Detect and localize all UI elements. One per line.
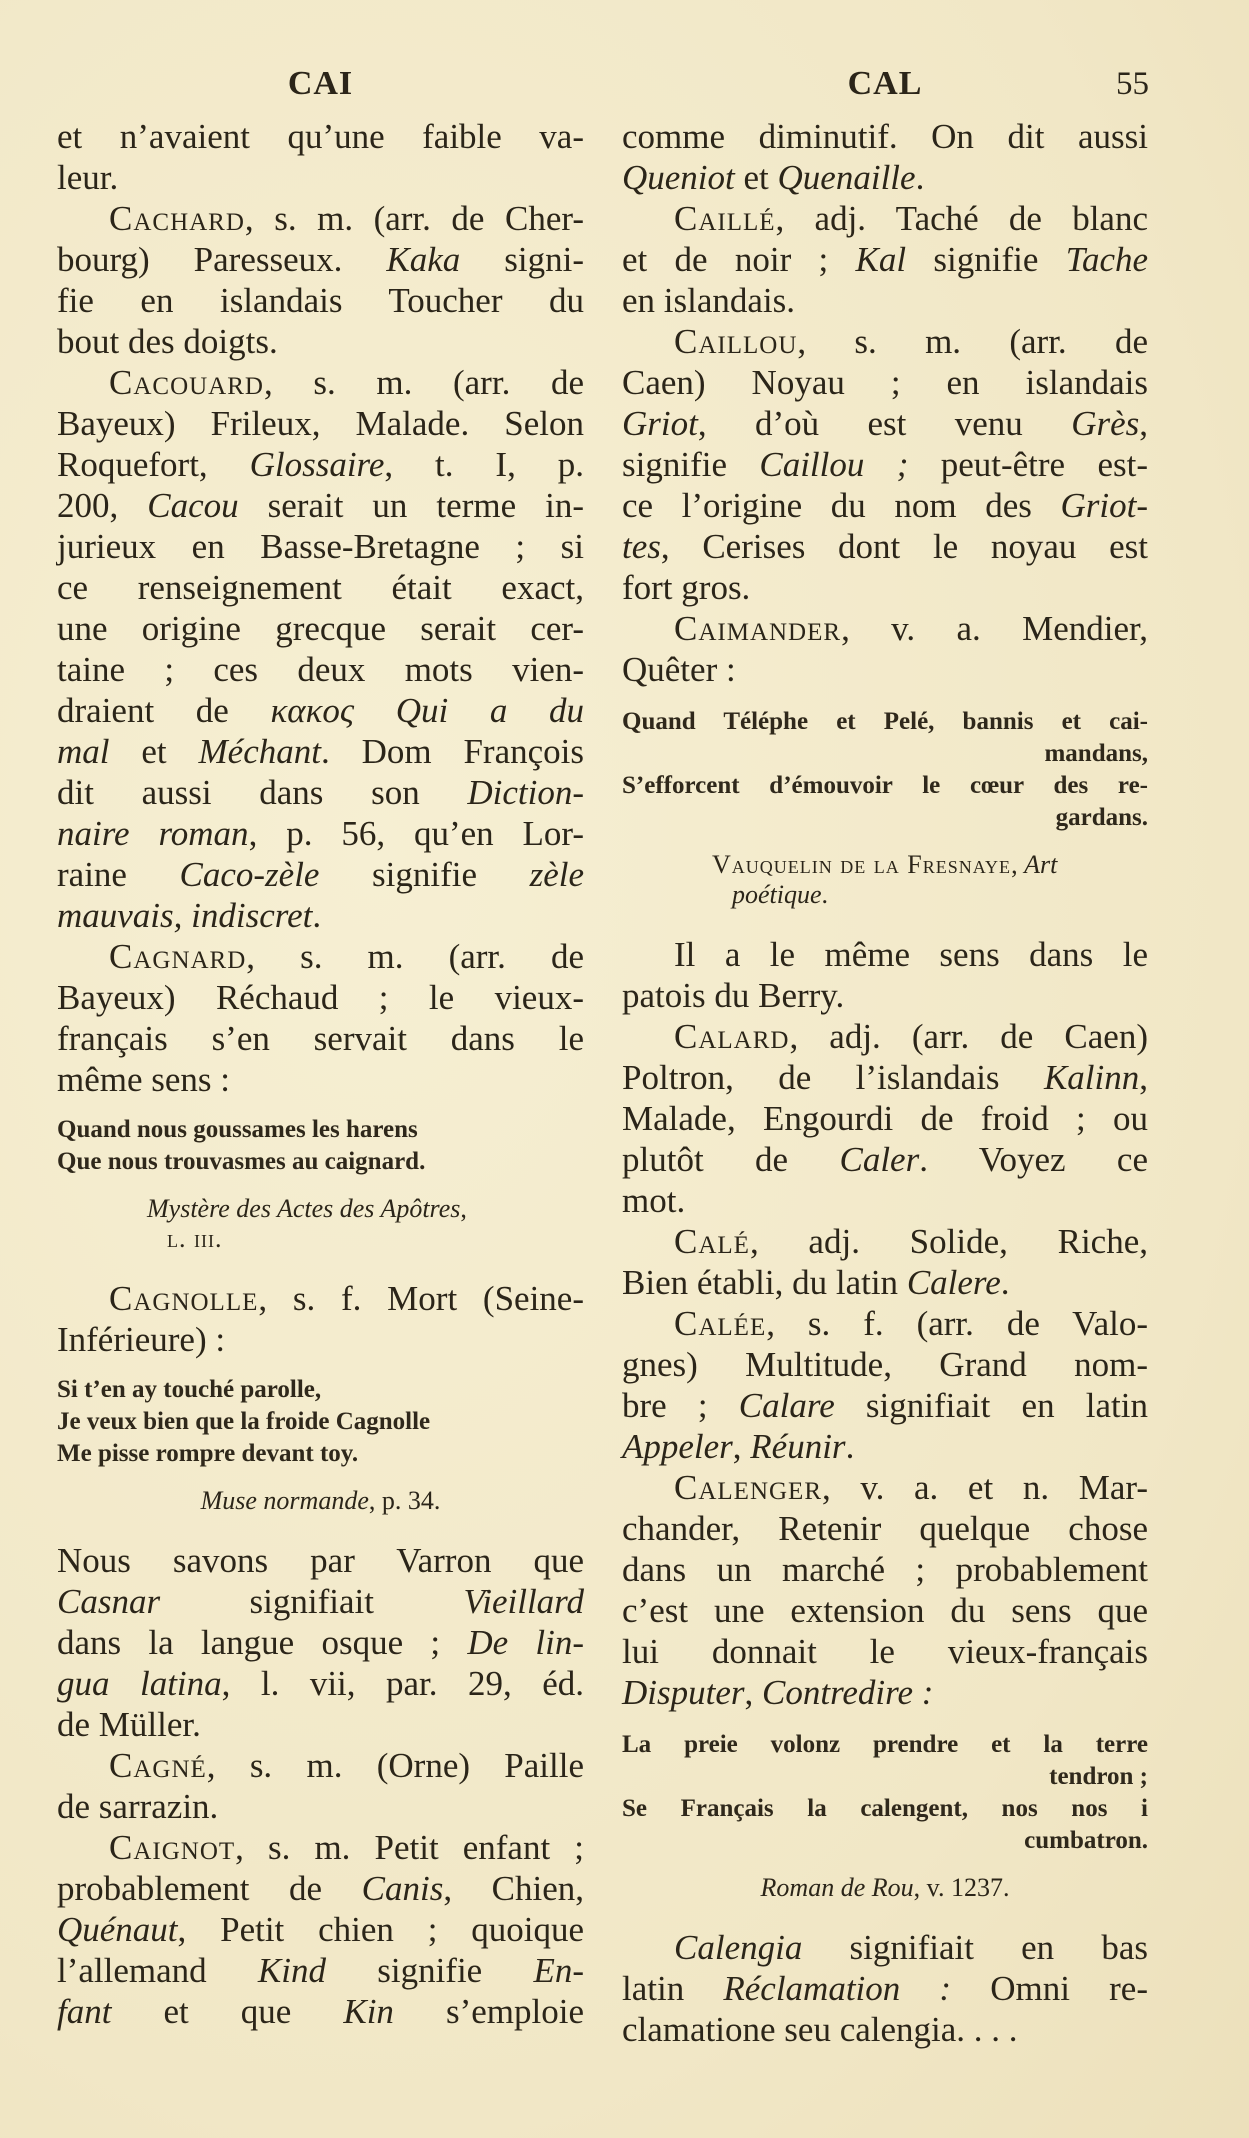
paragraph-end-line [622, 1426, 1148, 1467]
headword: l. iii. [167, 1224, 223, 1253]
text-line [57, 403, 584, 444]
headword: Caimander [674, 609, 842, 648]
text: plutôt de [622, 1140, 840, 1179]
text-line [57, 1868, 584, 1909]
text: en islandais. [622, 281, 796, 320]
text: S’efforcent d’émouvoir le cœur des re- [622, 772, 1148, 799]
italic-text: Kind [257, 1951, 326, 1990]
text: cumbatron. [1024, 1827, 1148, 1854]
text: français s’en servait dans le [57, 1019, 584, 1058]
text: et n’avaient qu’une faible va- [57, 117, 584, 156]
text-line [622, 1968, 1148, 2009]
text: 200, [57, 486, 148, 525]
text: signi- [460, 240, 584, 279]
text-line [622, 1631, 1148, 1672]
text: jurieux en Basse-Bretagne ; si [57, 527, 584, 566]
text: Bien établi, du latin [622, 1263, 907, 1302]
italic-text: Méchant [198, 732, 321, 771]
italic-text: Canis [361, 1869, 444, 1908]
entry-line [622, 1303, 1148, 1344]
paragraph-end-line [57, 895, 584, 936]
text: , s. m. (arr. de [263, 363, 584, 402]
text: signifiait en latin [834, 1386, 1148, 1425]
text: mandans, [1044, 740, 1148, 767]
paragraph-end-line [622, 1262, 1148, 1303]
italic-text: Caillou ; [759, 445, 909, 484]
text: ce renseignement était exact, [57, 568, 584, 607]
text: Quand nous goussames les harens [57, 1116, 418, 1143]
italic-text: Grès [1071, 404, 1140, 443]
paragraph-end-line [622, 1672, 1148, 1713]
text: mot. [622, 1181, 686, 1220]
text: c’est une extension du sens que [622, 1591, 1148, 1630]
text: leur. [57, 158, 119, 197]
text-line [57, 280, 584, 321]
text: , l. vii, par. 29, éd. [221, 1664, 584, 1703]
left-column [57, 116, 584, 2032]
entry-line [622, 1221, 1148, 1262]
text: une origine grecque serait cer- [57, 609, 584, 648]
text: , s. m. (Orne) Paille [206, 1746, 584, 1785]
text-line [57, 608, 584, 649]
italic-text: De lin- [467, 1623, 584, 1662]
text: Que nous trouvasmes au caignard. [57, 1148, 426, 1175]
text: taine ; ces deux mots vien- [57, 650, 584, 689]
italic-text: Kal [855, 240, 907, 279]
text-line [622, 362, 1148, 403]
entry-line [622, 1927, 1148, 1968]
italic-text: Art [1024, 850, 1058, 879]
text: Nous savons par Varron que [57, 1541, 584, 1580]
paragraph-end-line [57, 157, 584, 198]
quote-continuation-line [622, 802, 1148, 834]
text: et de noir ; [622, 240, 856, 279]
text: , s. f. Mort (Seine- [258, 1279, 584, 1318]
italic-text: Réunir [750, 1427, 846, 1466]
entry-line [622, 1467, 1148, 1508]
text: signifie [622, 445, 760, 484]
text: même sens : [57, 1060, 231, 1099]
text: , Chien, [443, 1869, 585, 1908]
text: . Dom François [320, 732, 584, 771]
text: raine [57, 855, 180, 894]
text-line [57, 1622, 584, 1663]
quote-line [57, 1114, 584, 1146]
text-line [57, 239, 584, 280]
italic-text: Appeler [622, 1427, 733, 1466]
text-line [622, 116, 1148, 157]
paragraph-end-line [622, 2009, 1148, 2050]
entry-line [622, 321, 1148, 362]
text-line [622, 1139, 1148, 1180]
running-head-left: CAI [287, 65, 354, 102]
text: Je veux bien que la froide Cagnolle [57, 1408, 431, 1435]
text-line [622, 1590, 1148, 1631]
paragraph-end-line [622, 157, 1148, 198]
text-line [57, 977, 584, 1018]
text: Si t’en ay touché parolle, [57, 1376, 322, 1403]
italic-text: zèle [529, 855, 584, 894]
text: , adj. Taché de blanc [775, 199, 1148, 238]
text-line [57, 854, 584, 895]
quote-line [57, 1374, 584, 1406]
text: , t. I, p. [384, 445, 584, 484]
headword: Cachard [109, 199, 245, 238]
text: et que [111, 1992, 344, 2031]
entry-line [57, 1827, 584, 1868]
citation-line [622, 880, 1148, 910]
italic-text: Caco-zèle [179, 855, 320, 894]
text: , Petit chien ; quoique [177, 1910, 584, 1949]
quote-line [57, 1146, 584, 1178]
entry-line [622, 608, 1148, 649]
quote-line [622, 770, 1148, 802]
text-line [57, 444, 584, 485]
entry-line [622, 198, 1148, 239]
text-line [57, 649, 584, 690]
text: lui donnait le vieux-français [622, 1632, 1148, 1671]
text-line [57, 1909, 584, 1950]
paragraph-end-line [57, 1704, 584, 1745]
headword: Cagnard [109, 937, 247, 976]
text: , [460, 1194, 467, 1223]
quote-line [622, 706, 1148, 738]
text: , s. f. (arr. de Valo- [766, 1304, 1148, 1343]
quote-line [622, 1729, 1148, 1761]
text: dans un marché ; probablement [622, 1550, 1148, 1589]
entry-line [57, 362, 584, 403]
text: Se Français la calengent, nos nos i [622, 1795, 1148, 1822]
text: chander, Retenir quelque chose [622, 1509, 1148, 1548]
text-line [622, 403, 1148, 444]
text: comme diminutif. On dit aussi [622, 117, 1148, 156]
headword: Cacouard [109, 363, 264, 402]
text: patois du Berry. [622, 976, 845, 1015]
text: ce l’origine du nom des [622, 486, 1061, 525]
headword: Calé [674, 1222, 750, 1261]
italic-text: Contredire : [762, 1673, 934, 1712]
italic-text: Calare [738, 1386, 835, 1425]
citation-line [622, 1873, 1148, 1903]
text-line [622, 485, 1148, 526]
text-line [57, 1950, 584, 1991]
italic-text: Calere [906, 1263, 1001, 1302]
paragraph-end-line [622, 280, 1148, 321]
text: La preie volonz prendre et la terre [622, 1731, 1148, 1758]
text: bre ; [622, 1386, 739, 1425]
text: fie en islandais Toucher du [57, 281, 584, 320]
text: dit aussi dans son [57, 773, 468, 812]
italic-text: Quénaut [57, 1910, 178, 1949]
italic-text: Vieillard [463, 1582, 584, 1621]
text: et [734, 158, 778, 197]
citation-line [57, 1194, 584, 1224]
right-column [622, 116, 1148, 2050]
text-line [622, 526, 1148, 567]
italic-text: Tache [1065, 240, 1149, 279]
text: signifie [319, 855, 530, 894]
quote-line [57, 1438, 584, 1470]
text-line [57, 731, 584, 772]
text-line [622, 1344, 1148, 1385]
italic-text: mauvais, indiscret [57, 896, 313, 935]
text: de Müller. [57, 1705, 201, 1744]
citation-line [57, 1486, 584, 1516]
text-line [622, 1549, 1148, 1590]
italic-text: Kalinn [1043, 1058, 1140, 1097]
paragraph-end-line [622, 567, 1148, 608]
italic-text: Quenaille [777, 158, 916, 197]
text-line [57, 485, 584, 526]
italic-text: Griot- [1060, 486, 1148, 525]
text-line [57, 526, 584, 567]
text-line [57, 116, 584, 157]
italic-text: tes [622, 527, 661, 566]
text-line [622, 1385, 1148, 1426]
page-number: 55 [1116, 66, 1149, 102]
text-line [57, 772, 584, 813]
text: signifie [906, 240, 1066, 279]
entry-line [57, 1278, 584, 1319]
italic-text: Diction- [467, 773, 584, 812]
quote-continuation-line [622, 1761, 1148, 1793]
italic-text: mal [57, 732, 110, 771]
text: , p. 34. [368, 1486, 441, 1515]
text: Omni re- [951, 1969, 1148, 2008]
text: draient de [57, 691, 271, 730]
text: bout des doigts. [57, 322, 278, 361]
paragraph-end-line [622, 649, 1148, 690]
text: , [1011, 850, 1025, 879]
text: peut-être est- [908, 445, 1148, 484]
italic-text: En- [533, 1951, 585, 1990]
entry-line [622, 934, 1148, 975]
text: . [915, 158, 925, 197]
text: gardans. [1055, 804, 1148, 831]
text-line [622, 1057, 1148, 1098]
text: , s. m. (arr. de Cher- [244, 199, 584, 238]
italic-text: Mystère des Actes des Apôtres [147, 1194, 461, 1223]
italic-text: Kin [343, 1992, 394, 2031]
text-line [622, 1098, 1148, 1139]
text: , d’où est venu [697, 404, 1072, 443]
italic-text: poétique [732, 880, 822, 909]
text: Quêter : [622, 650, 736, 689]
quote-continuation-line [622, 1825, 1148, 1857]
headword: Calée [674, 1304, 767, 1343]
citation-line [57, 1224, 584, 1254]
text: , v. a. et n. Mar- [822, 1468, 1148, 1507]
text: l’allemand [57, 1951, 258, 1990]
headword: Caillé [674, 199, 776, 238]
headword: Cagnolle [109, 1279, 259, 1318]
text: de sarrazin. [57, 1787, 219, 1826]
paragraph-end-line [57, 1059, 584, 1100]
paragraph-end-line [57, 1319, 584, 1360]
text: , s. m. (arr. de [246, 937, 584, 976]
quote-line [622, 1793, 1148, 1825]
italic-text: Casnar [57, 1582, 161, 1621]
text: serait un terme in- [238, 486, 584, 525]
text: , v. a. Mendier, [841, 609, 1148, 648]
headword: Vauquelin de la Fresnaye [712, 850, 1012, 879]
text: . [1000, 1263, 1010, 1302]
text: gnes) Multitude, Grand nom- [622, 1345, 1148, 1384]
text: clamatione seu calengia. . . . [622, 2010, 1018, 2049]
text-line [57, 567, 584, 608]
text: Malade, Engourdi de froid ; ou [622, 1099, 1148, 1138]
italic-text: Disputer [622, 1673, 745, 1712]
citation-line [622, 850, 1148, 880]
text: , p. 56, qu’en Lor- [248, 814, 584, 853]
text: latin [622, 1969, 724, 2008]
running-head-right: CAL [847, 65, 923, 102]
text: fort gros. [622, 568, 751, 607]
text: dans la langue osque ; [57, 1623, 468, 1662]
italic-text: Muse normande [200, 1486, 369, 1515]
text: s’emploie [393, 1992, 584, 2031]
text-line [622, 1508, 1148, 1549]
text: , [1139, 404, 1148, 443]
italic-text: Queniot [622, 158, 735, 197]
text: . Voyez ce [919, 1140, 1148, 1179]
text: Il a le même sens dans le [674, 935, 1148, 974]
text: Bayeux) Réchaud ; le vieux- [57, 978, 584, 1017]
text: , v. 1237. [913, 1873, 1010, 1902]
italic-text: Cacou [147, 486, 239, 525]
text-line [622, 239, 1148, 280]
headword: Calenger [674, 1468, 822, 1507]
paragraph-end-line [622, 975, 1148, 1016]
text-line [622, 444, 1148, 485]
paragraph-end-line [57, 1786, 584, 1827]
headword: Caignot [109, 1828, 236, 1867]
text: . [312, 896, 322, 935]
text: Bayeux) Frileux, Malade. Selon [57, 404, 584, 443]
text: signifie [325, 1951, 534, 1990]
italic-text: Roman de Rou [760, 1873, 914, 1902]
headword: Caillou [674, 322, 798, 361]
text: tendron ; [1049, 1763, 1148, 1790]
text: , [732, 1427, 751, 1466]
italic-text: Kaka [386, 240, 461, 279]
quote-line [57, 1406, 584, 1438]
italic-text: κακος Qui a du [270, 691, 584, 730]
italic-text: Glossaire [249, 445, 385, 484]
quote-continuation-line [622, 738, 1148, 770]
italic-text: naire roman [57, 814, 249, 853]
text: , s. m. (arr. de [797, 322, 1148, 361]
text: , adj. (arr. de Caen) [789, 1017, 1148, 1056]
entry-line [622, 1016, 1148, 1057]
entry-line [57, 936, 584, 977]
italic-text: fant [57, 1992, 112, 2031]
entry-line [57, 198, 584, 239]
text: signifiait en bas [802, 1928, 1148, 1967]
text-line [57, 1018, 584, 1059]
text: Quand Téléphe et Pelé, bannis et cai- [622, 708, 1148, 735]
text: . [845, 1427, 855, 1466]
italic-text: gua latina [57, 1664, 222, 1703]
italic-text: Réclamation : [723, 1969, 952, 2008]
italic-text: Griot [622, 404, 698, 443]
text-line [57, 690, 584, 731]
text: signifiait [160, 1582, 464, 1621]
paragraph-end-line [57, 321, 584, 362]
headword: Cagné [109, 1746, 207, 1785]
text-line [57, 1663, 584, 1704]
text: Poltron, de l’islandais [622, 1058, 1044, 1097]
text: Roquefort, [57, 445, 250, 484]
text-line [57, 1581, 584, 1622]
italic-text: Calengia [674, 1928, 803, 1967]
text: probablement de [57, 1869, 362, 1908]
text: , Cerises dont le noyau est [660, 527, 1148, 566]
paragraph-end-line [622, 1180, 1148, 1221]
text-line [57, 813, 584, 854]
text: , s. m. Petit enfant ; [235, 1828, 584, 1867]
text-line [57, 1540, 584, 1581]
text: Inférieure) : [57, 1320, 226, 1359]
text: , [1139, 1058, 1148, 1097]
text: Caen) Noyau ; en islandais [622, 363, 1148, 402]
text: bourg) Paresseux. [57, 240, 387, 279]
text: , [744, 1673, 762, 1712]
text: et [109, 732, 199, 771]
italic-text: Caler [839, 1140, 920, 1179]
entry-line [57, 1745, 584, 1786]
text: , adj. Solide, Riche, [749, 1222, 1148, 1261]
text: . [821, 880, 829, 909]
text: Me pisse rompre devant toy. [57, 1440, 359, 1467]
headword: Calard [674, 1017, 790, 1056]
text-line [57, 1991, 584, 2032]
